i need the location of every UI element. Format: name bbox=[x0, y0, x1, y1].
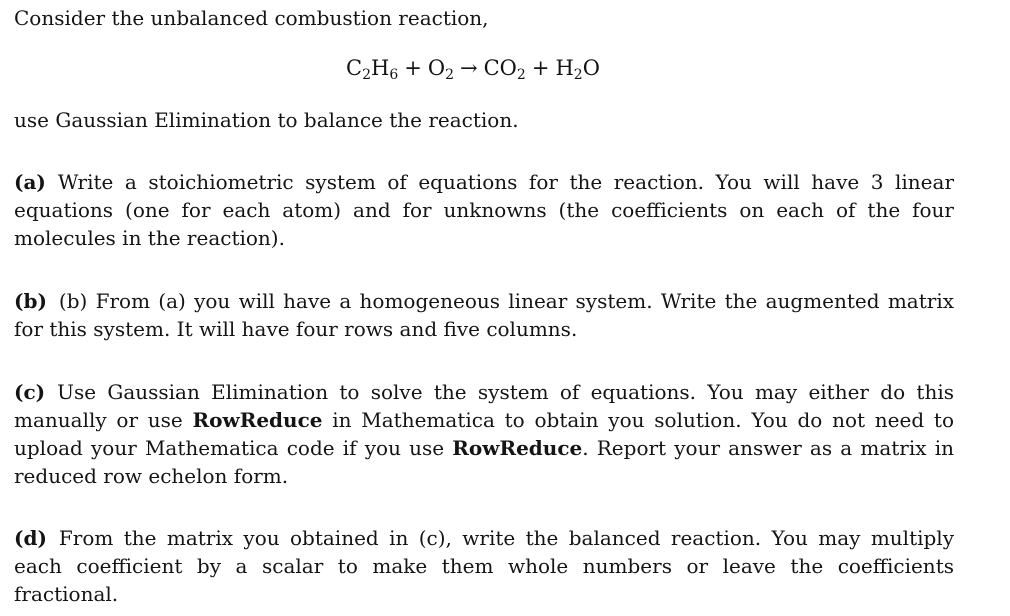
reactant-ethane: $C_2H_6$ bbox=[346, 56, 399, 83]
part-b-text: (b) From (a) you will have a homogeneous linear system. Write the augmented matrix for this system. It will have four rows and five columns. bbox=[14, 289, 954, 341]
part-c-text-2: in Mathematica to obtain you solution. You do not need to upload your Mathematica code if you use bbox=[14, 408, 954, 460]
chemical-equation bbox=[346, 54, 600, 82]
part-a bbox=[14, 168, 954, 252]
plus-sign: + bbox=[531, 56, 550, 80]
part-d-text: From the matrix you obtained in (c), write the balanced reaction. You may multiply each coefficient by a scalar to make them whole numbers or leave the coefficients fractional. bbox=[14, 526, 954, 606]
part-c-text-1: Use Gaussian Elimination to solve the system of equations. You may either do this manually or use bbox=[14, 380, 954, 432]
reactant-oxygen: $O_2$ bbox=[427, 56, 454, 83]
part-c bbox=[14, 378, 954, 490]
part-d bbox=[14, 524, 954, 608]
part-a-text: Write a stoichiometric system of equations for the reaction. You will have 3 linear equations (one for each atom) and for unknowns (the coefficients on each of the four molecules in the reaction). bbox=[14, 170, 954, 250]
instruction-text: use Gaussian Elimination to balance the reaction. bbox=[14, 108, 519, 132]
part-b-label: (b) bbox=[14, 289, 47, 313]
part-c-text-3: . Report your answer as a matrix in reduced row echelon form. bbox=[14, 436, 954, 488]
intro-text: Consider the unbalanced combustion reaction, bbox=[14, 6, 489, 30]
part-a-label: (a) bbox=[14, 170, 46, 194]
part-c-label: (c) bbox=[14, 380, 46, 404]
product-carbon-dioxide: $CO_2$ bbox=[483, 56, 526, 83]
part-d-label: (d) bbox=[14, 526, 47, 550]
part-b bbox=[14, 287, 954, 343]
rowreduce-keyword: RowReduce bbox=[452, 436, 583, 460]
product-water: $H_2O$ bbox=[555, 56, 600, 83]
reaction-arrow: → bbox=[460, 56, 478, 80]
plus-sign: + bbox=[404, 56, 422, 80]
rowreduce-keyword: RowReduce bbox=[192, 408, 323, 432]
